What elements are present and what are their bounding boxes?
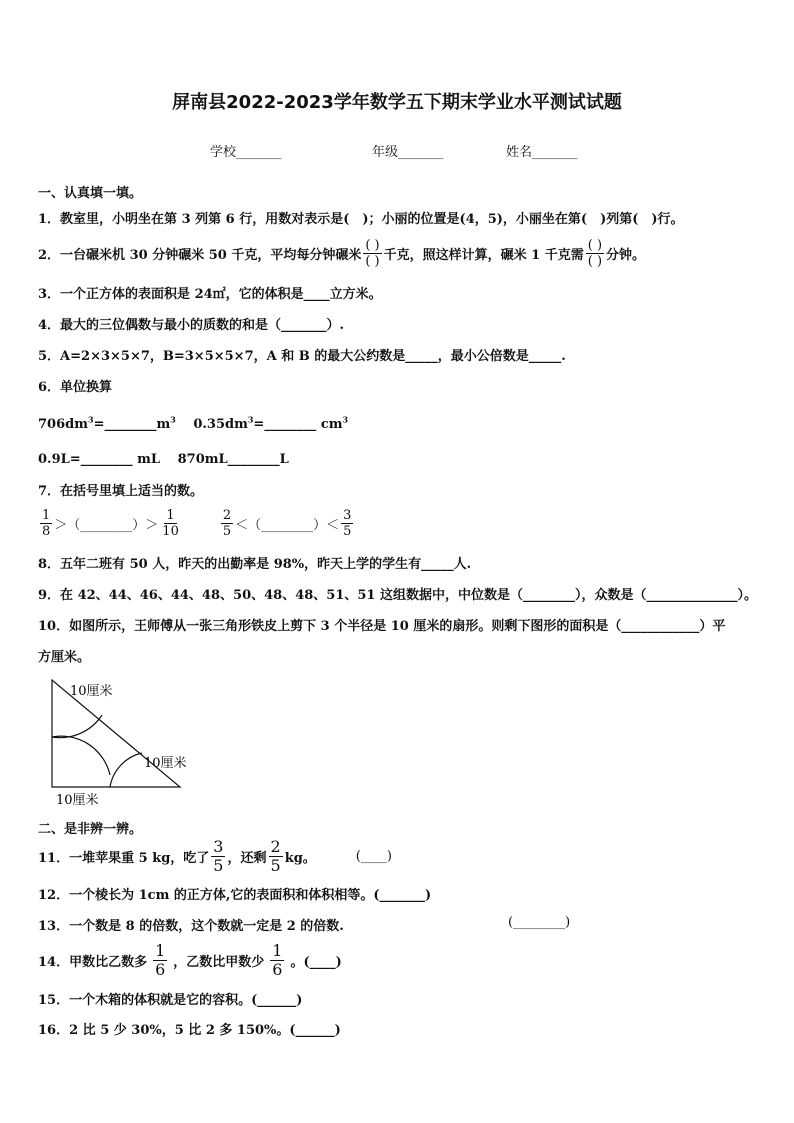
fraction (40, 508, 52, 539)
question-2-text-a: 2．一台碾米机 30 分钟碾米 50 千克，平均每分钟碾米 (38, 247, 362, 263)
conv-sup: 3 (87, 414, 94, 425)
fraction-denominator: 6 (272, 959, 283, 979)
fraction (153, 942, 167, 979)
fraction-blank (363, 238, 381, 269)
inequality-text: ＞（________）＞ (54, 517, 159, 533)
fraction (221, 508, 233, 539)
school-field: 学校_______ (210, 145, 282, 160)
triangle-figure (40, 675, 220, 815)
fraction-numerator: ( ) (587, 237, 603, 253)
conv-sup: 3 (342, 414, 349, 425)
question-2 (38, 236, 645, 270)
question-16: 16．2 比 5 少 30%，5 比 2 多 150%。(______) (38, 1023, 341, 1038)
unit-conversion-line-2: 0.9L=________ mL 870mL________L (38, 452, 289, 467)
question-11 (38, 837, 392, 875)
fraction (270, 942, 284, 979)
fraction (160, 508, 181, 539)
question-15: 15．一个木箱的体积就是它的容积。(______) (38, 993, 303, 1008)
question-11-text: 11．一堆苹果重 5 kg，吃了 (38, 850, 210, 866)
conv-sup: 3 (170, 414, 176, 425)
question-14 (38, 940, 342, 980)
page-title: 屏南县2022-2023学年数学五下期末学业水平测试试题 (172, 92, 622, 113)
fraction-numerator: 1 (272, 940, 283, 960)
section-2-heading: 二、是非辨一辨。 (38, 822, 143, 837)
unit-conversion-line-1 (38, 413, 348, 432)
question-2-text-c: 分钟。 (606, 247, 646, 263)
question-7-inequalities (38, 504, 355, 542)
fraction-denominator: ( ) (587, 253, 603, 269)
question-2-text-b: 千克，照这样计算，碾米 1 千克需 (383, 247, 584, 263)
fraction-numerator: 2 (270, 836, 281, 856)
conv-text: 706dm (38, 417, 88, 432)
fraction-denominator: 5 (270, 855, 281, 875)
sector-arc (110, 753, 142, 787)
question-8: 8．五年二班有 50 人，昨天的出勤率是 98%，昨天上学的学生有_____人. (38, 557, 472, 572)
question-6: 6．单位换算 (38, 380, 113, 395)
grade-field: 年级_______ (372, 145, 444, 160)
conv-text: =________m (93, 417, 171, 432)
fraction-denominator: 10 (162, 523, 179, 539)
question-7: 7．在括号里填上适当的数。 (38, 484, 204, 499)
question-10-cont: 方厘米。 (38, 650, 91, 665)
question-4: 4．最大的三位偶数与最小的质数的和是（_______）. (38, 318, 345, 333)
conv-text: 0.35dm (175, 417, 248, 432)
fraction-numerator: ( ) (365, 237, 380, 253)
answer-blank: (____) (355, 848, 392, 864)
question-14-text: 。(____) (290, 954, 342, 970)
fraction-numerator: 1 (155, 940, 166, 960)
question-3: 3．一个正方体的表面积是 24㎡，它的体积是____立方米。 (38, 287, 382, 302)
sector-arc (52, 736, 110, 775)
figure-label-bottom: 10厘米 (56, 793, 99, 808)
section-1-heading: 一、认真填一填。 (38, 186, 143, 201)
fraction-denominator: 6 (155, 959, 166, 979)
fraction (269, 838, 283, 875)
question-14-text: ，乙数比甲数少 (173, 954, 265, 970)
fraction-numerator: 2 (222, 507, 232, 523)
fraction-numerator: 1 (42, 507, 51, 523)
question-10: 10．如图所示，王师傅从一张三角形铁皮上剪下 3 个半径是 10 厘米的扇形。则剩下图形的面积是（____________）平 (38, 619, 726, 634)
fraction (341, 508, 353, 539)
conv-text: =________ cm (253, 417, 343, 432)
question-5: 5．A=2×3×5×7，B=3×5×5×7，A 和 B 的最大公约数是_____，最小公倍数是_____. (38, 349, 566, 364)
name-field: 姓名_______ (506, 145, 578, 160)
sector-arc (52, 715, 102, 738)
question-11-text: ，还剩 (227, 850, 267, 866)
fraction-numerator: 1 (166, 507, 175, 523)
question-12: 12．一个棱长为 1cm 的正方体,它的表面积和体积相等。(_______) (38, 888, 432, 903)
conv-sup: 3 (247, 414, 254, 425)
question-1: 1．教室里，小明坐在第 3 列第 6 行，用数对表示是( )；小丽的位置是(4，5)，小丽坐在第( )列第( )行。 (38, 212, 684, 227)
question-13: 13．一个数是 8 的倍数，这个数就一定是 2 的倍数. (38, 919, 344, 934)
inequality-text: ＜（________）＜ (235, 517, 340, 533)
question-9: 9．在 42、44、46、44、48、50、48、48、51、51 这组数据中，中位数是（________），众数是（______________）。 (38, 588, 758, 603)
fraction-denominator: 5 (343, 523, 352, 539)
answer-blank: (________) (508, 915, 571, 930)
fraction (211, 838, 225, 875)
fraction-numerator: 3 (343, 507, 352, 523)
fraction-denominator: 8 (42, 523, 51, 539)
figure-label-top: 10厘米 (70, 684, 113, 699)
fraction-denominator: ( ) (365, 253, 380, 269)
fraction-numerator: 3 (213, 836, 224, 856)
question-14-text: 14．甲数比乙数多 (38, 954, 148, 970)
figure-label-right: 10厘米 (144, 756, 187, 771)
fraction-denominator: 5 (213, 855, 224, 875)
fraction-denominator: 5 (222, 523, 232, 539)
question-11-text: kg。 (284, 850, 316, 866)
fraction-blank (586, 238, 604, 269)
